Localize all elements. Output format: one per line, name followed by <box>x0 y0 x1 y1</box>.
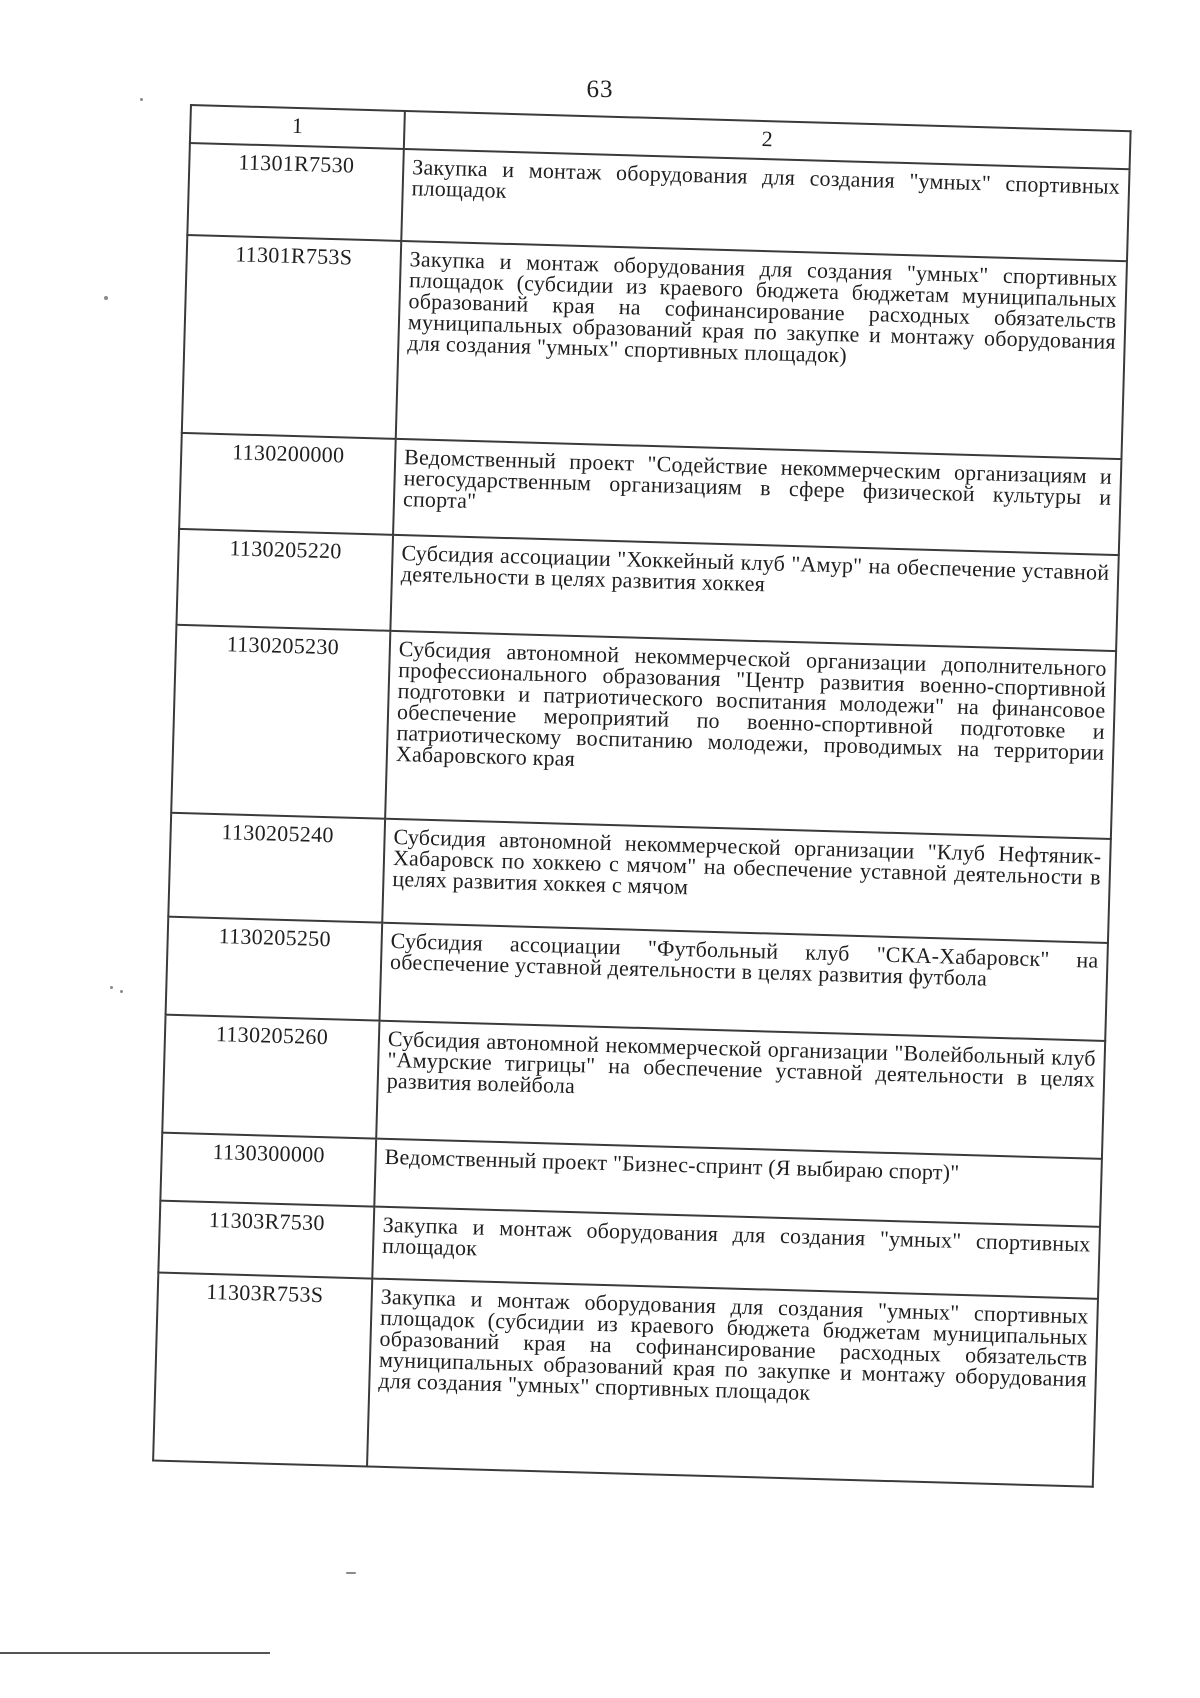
column-header-1: 1 <box>190 105 405 149</box>
code-cell: 1130205260 <box>162 1015 379 1139</box>
description-cell: Закупка и монтаж оборудования для создания "умных" спортивных площадок (субсидии из краевого бюджета бюджетам муниципальных образований края на софинансирование расходных обязательств муниципальных образований края по закупке и монтажу оборудования для создания "умных" спортивных площадок <box>367 1279 1098 1487</box>
scan-speck <box>104 296 108 300</box>
code-cell: 1130205240 <box>168 813 385 923</box>
description-cell: Субсидия ассоциации "Футбольный клуб "СКА-Хабаровск" на обеспечение уставной деятельности в целях развития футбола <box>379 923 1107 1041</box>
page-number: 63 <box>586 76 614 103</box>
code-cell: 1130200000 <box>179 433 396 535</box>
budget-code-table <box>152 104 1132 1488</box>
table-row <box>171 625 1116 839</box>
description-cell: Субсидия автономной некоммерческой организации дополнительного профессионального образования "Центр развития военно-спортивной подготовки и патриотического воспитания молодежи" на финансовое обеспечение мероприятий по военно-спортивной подготовке и патриотическому воспитанию молодежи, проводимых на территории Хабаровского края <box>385 631 1116 839</box>
code-cell: 11303R7530 <box>158 1201 374 1279</box>
description-cell: Субсидия ассоциации "Хоккейный клуб "Амур" на обеспечение уставной деятельности в целях развития хоккея <box>390 535 1118 651</box>
code-cell: 11301R753S <box>182 235 401 439</box>
description-cell: Закупка и монтаж оборудования для создания "умных" спортивных площадок <box>401 149 1129 261</box>
code-cell: 1130205220 <box>176 529 393 631</box>
code-cell: 1130300000 <box>160 1133 376 1207</box>
code-cell: 1130205250 <box>166 917 383 1021</box>
footer-rule <box>0 1652 270 1654</box>
description-cell: Субсидия автономной некоммерческой организации "Клуб Нефтяник-Хабаровск по хоккею с мячом" на обеспечение уставной деятельности в целях развития хоккея с мячом <box>382 819 1111 943</box>
scan-speck <box>120 990 123 993</box>
scan-speck <box>346 1572 356 1574</box>
code-cell: 11303R753S <box>153 1273 372 1467</box>
column-header-2: 2 <box>404 111 1131 169</box>
table-row <box>182 235 1127 459</box>
description-cell: Ведомственный проект "Содействие некоммерческим организациям и негосударственным организациям в сфере физической культуры и спорта" <box>393 439 1121 555</box>
scan-speck <box>110 986 113 989</box>
description-cell: Ведомственный проект "Бизнес-спринт (Я выбираю спорт)" <box>374 1139 1102 1227</box>
scan-speck <box>140 98 143 101</box>
table-row <box>153 1273 1098 1487</box>
description-cell: Закупка и монтаж оборудования для создания "умных" спортивных площадок (субсидии из краевого бюджета бюджетам муниципальных образований края на софинансирование расходных обязательств муниципальных образований края по закупке и монтажу оборудования для создания "умных" спортивных площадок) <box>396 241 1127 459</box>
description-cell: Закупка и монтаж оборудования для создания "умных" спортивных площадок <box>372 1207 1100 1299</box>
description-cell: Субсидия автономной некоммерческой организации "Волейбольный клуб "Амурские тигрицы" на обеспечение уставной деятельности в целях развития волейбола <box>376 1021 1105 1159</box>
code-cell: 1130205230 <box>171 625 390 819</box>
code-cell: 11301R7530 <box>187 143 403 241</box>
